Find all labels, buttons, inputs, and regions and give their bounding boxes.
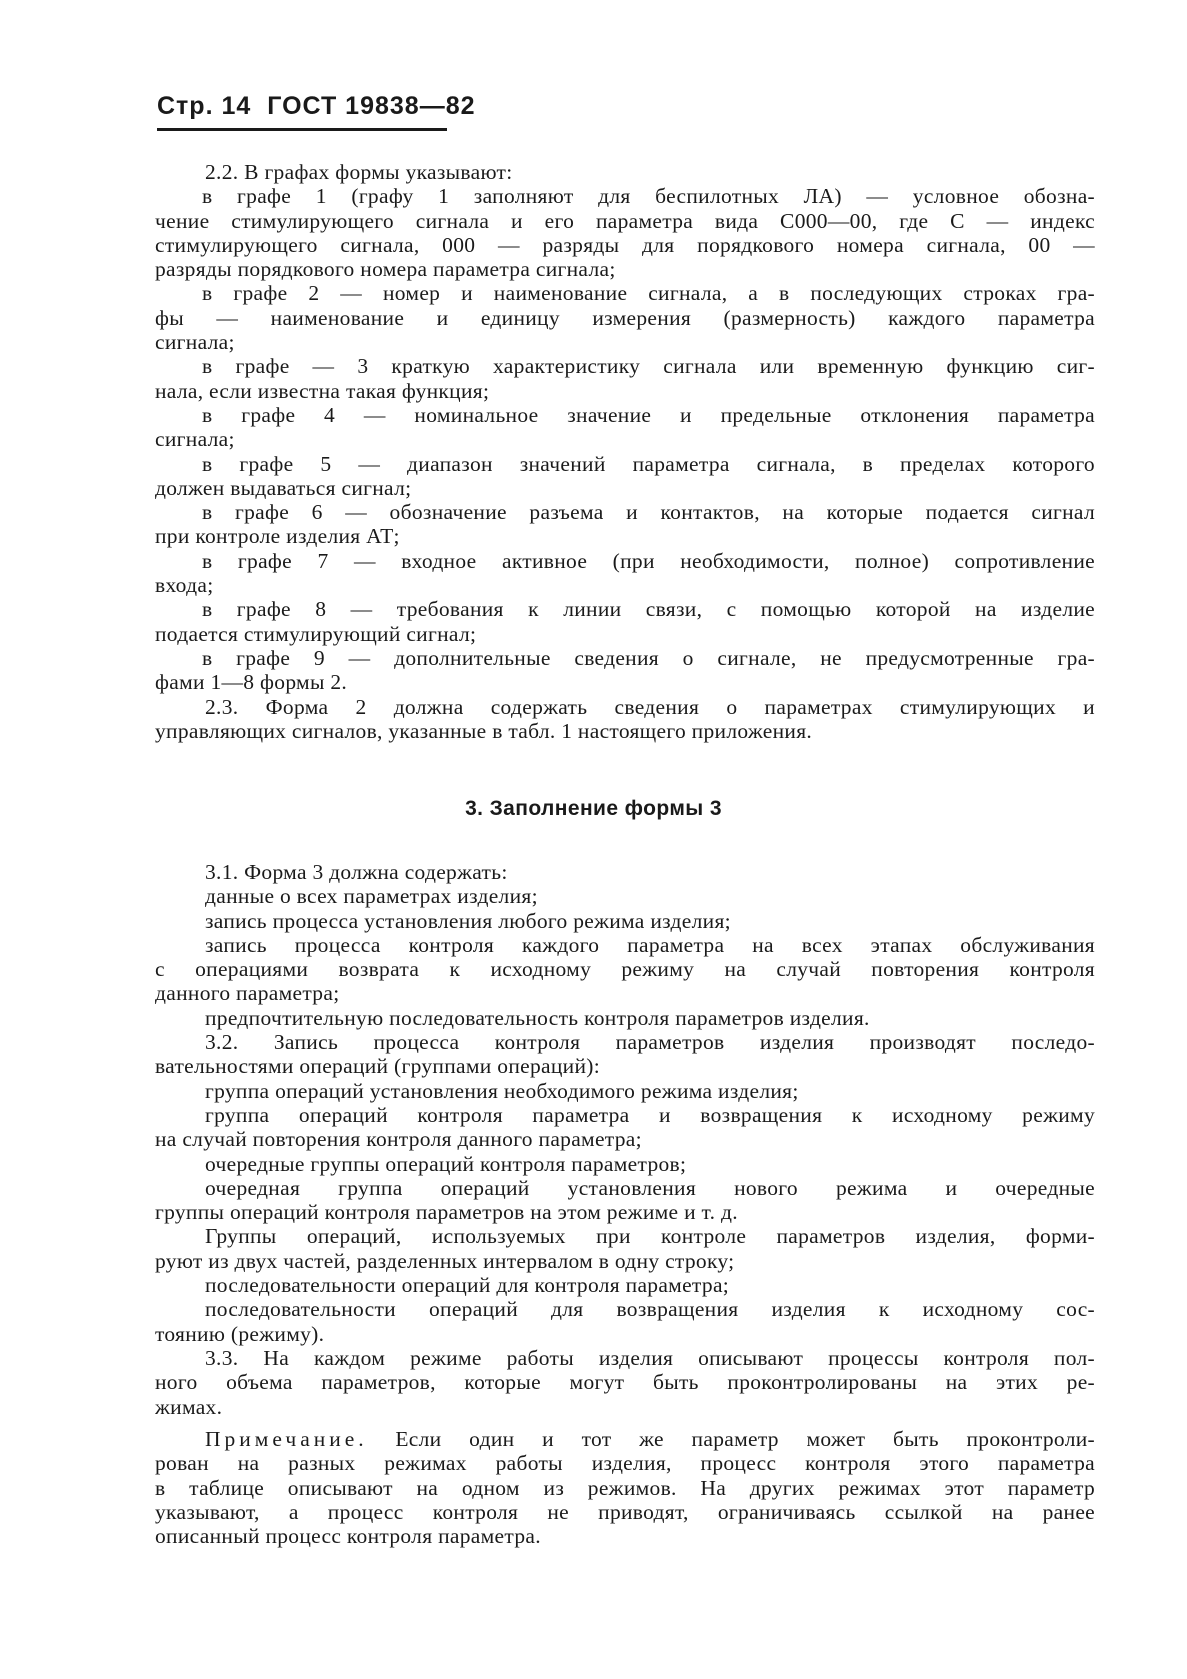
paragraph-line: 3.2. Запись процесса контроля параметров изделия производят последо- xyxy=(205,1030,1095,1055)
standard-designation: ГОСТ 19838—82 xyxy=(267,92,476,120)
paragraph-line: данного параметра; xyxy=(155,981,340,1006)
paragraph-line: 3.3. На каждом режиме работы изделия описывают процессы контроля пол- xyxy=(205,1345,1095,1370)
paragraph-line: в графе 6 — обозначение разъема и контактов, на которые подается сигнал xyxy=(202,500,1095,525)
header-rule xyxy=(157,128,447,131)
paragraph-line: в графе 4 — номинальное значение и предельные отклонения параметра xyxy=(202,402,1095,427)
paragraph-line: ного объема параметров, которые могут быть проконтролированы на этих ре- xyxy=(155,1370,1095,1395)
paragraph-line: чение стимулирующего сигнала и его параметра вида С000—00, где С — индекс xyxy=(155,208,1095,233)
running-header xyxy=(157,92,476,121)
paragraph-line: управляющих сигналов, указанные в табл. 1 настоящего приложения. xyxy=(155,718,813,743)
section-3-text xyxy=(155,860,1095,1419)
paragraph-line: сигнала; xyxy=(155,427,235,452)
paragraph-line: очередная группа операций установления нового режима и очередные xyxy=(205,1175,1095,1200)
paragraph-line: стимулирующего сигнала, 000 — разряды для порядкового номера сигнала, 00 — xyxy=(155,232,1095,257)
paragraph-line: последовательности операций для возвращения изделия к исходному сос- xyxy=(205,1297,1095,1322)
paragraph-line: в графе 2 — номер и наименование сигнала, а в последующих строках гра- xyxy=(202,281,1095,306)
paragraph-line: предпочтительную последовательность контроля параметров изделия. xyxy=(205,1005,870,1030)
paragraph-line: последовательности операций для контроля параметра; xyxy=(205,1273,730,1298)
paragraph-line: с операциями возврата к исходному режиму на случай повторения контроля xyxy=(155,957,1095,982)
paragraph-line: жимах. xyxy=(155,1394,223,1419)
paragraph-line: должен выдаваться сигнал; xyxy=(155,475,412,500)
paragraph-line: запись процесса контроля каждого параметра на всех этапах обслуживания xyxy=(205,932,1095,957)
paragraph-line: в графе — 3 краткую характеристику сигнала или временную функцию сиг- xyxy=(202,354,1095,379)
note-first-line xyxy=(155,1427,1095,1451)
paragraph-line: данные о всех параметрах изделия; xyxy=(205,884,538,909)
paragraph-line: Группы операций, используемых при контроле параметров изделия, форми- xyxy=(205,1224,1095,1249)
paragraph-line: группа операций установления необходимого режима изделия; xyxy=(205,1078,799,1103)
paragraph-line: 3.1. Форма 3 должна содержать: xyxy=(205,860,508,884)
paragraph-line: нала, если известна такая функция; xyxy=(155,378,490,403)
paragraph-line: разряды порядкового номера параметра сигнала; xyxy=(155,257,616,282)
paragraph-line: тоянию (режиму). xyxy=(155,1321,325,1346)
paragraph-line: группы операций контроля параметров на этом режиме и т. д. xyxy=(155,1200,738,1225)
section-2-text xyxy=(155,160,1095,743)
note-label: Примечание. xyxy=(205,1427,368,1451)
note-line: указывают, а процесс контроля не приводят, ограничиваясь ссылкой на ранее xyxy=(155,1499,1095,1524)
note-line: в таблице описывают на одном из режимов. На других режимах этот параметр xyxy=(155,1475,1095,1500)
paragraph-line: в графе 5 — диапазон значений параметра сигнала, в пределах которого xyxy=(202,451,1095,476)
paragraph-line: руют из двух частей, разделенных интервалом в одну строку; xyxy=(155,1248,735,1273)
section-3-heading: 3. Заполнение формы 3 xyxy=(465,797,722,820)
paragraph-line: очередные группы операций контроля параметров; xyxy=(205,1151,687,1176)
paragraph-line: фы — наименование и единицу измерения (размерность) каждого параметра xyxy=(155,305,1095,330)
note-first-line-text: Если один и тот же параметр может быть проконтроли- xyxy=(395,1427,1095,1451)
paragraph-line: в графе 1 (графу 1 заполняют для беспилотных ЛА) — условное обозна- xyxy=(202,184,1095,209)
paragraph-line: 2.3. Форма 2 должна содержать сведения о параметрах стимулирующих и xyxy=(205,694,1095,719)
paragraph-line: при контроле изделия АТ; xyxy=(155,524,400,549)
paragraph-line: в графе 9 — дополнительные сведения о сигнале, не предусмотренные гра- xyxy=(202,645,1095,670)
paragraph-line: вательностями операций (группами операций): xyxy=(155,1054,601,1079)
paragraph-line: входа; xyxy=(155,573,214,598)
paragraph-line: запись процесса установления любого режима изделия; xyxy=(205,908,731,933)
paragraph-line: фами 1—8 формы 2. xyxy=(155,670,348,695)
paragraph-line: в графе 7 — входное активное (при необходимости, полное) сопротивление xyxy=(202,548,1095,573)
note-line: описанный процесс контроля параметра. xyxy=(155,1524,541,1549)
paragraph-line: 2.2. В графах формы указывают: xyxy=(205,160,513,184)
note-block xyxy=(155,1427,1095,1548)
paragraph-line: в графе 8 — требования к линии связи, с помощью которой на изделие xyxy=(202,597,1095,622)
page-number: Стр. 14 xyxy=(157,92,252,120)
paragraph-line: сигнала; xyxy=(155,330,235,355)
paragraph-line: подается стимулирующий сигнал; xyxy=(155,621,477,646)
note-line: рован на разных режимах работы изделия, процесс контроля этого параметра xyxy=(155,1451,1095,1476)
paragraph-line: на случай повторения контроля данного параметра; xyxy=(155,1127,642,1152)
paragraph-line: группа операций контроля параметра и возвращения к исходному режиму xyxy=(205,1102,1095,1127)
